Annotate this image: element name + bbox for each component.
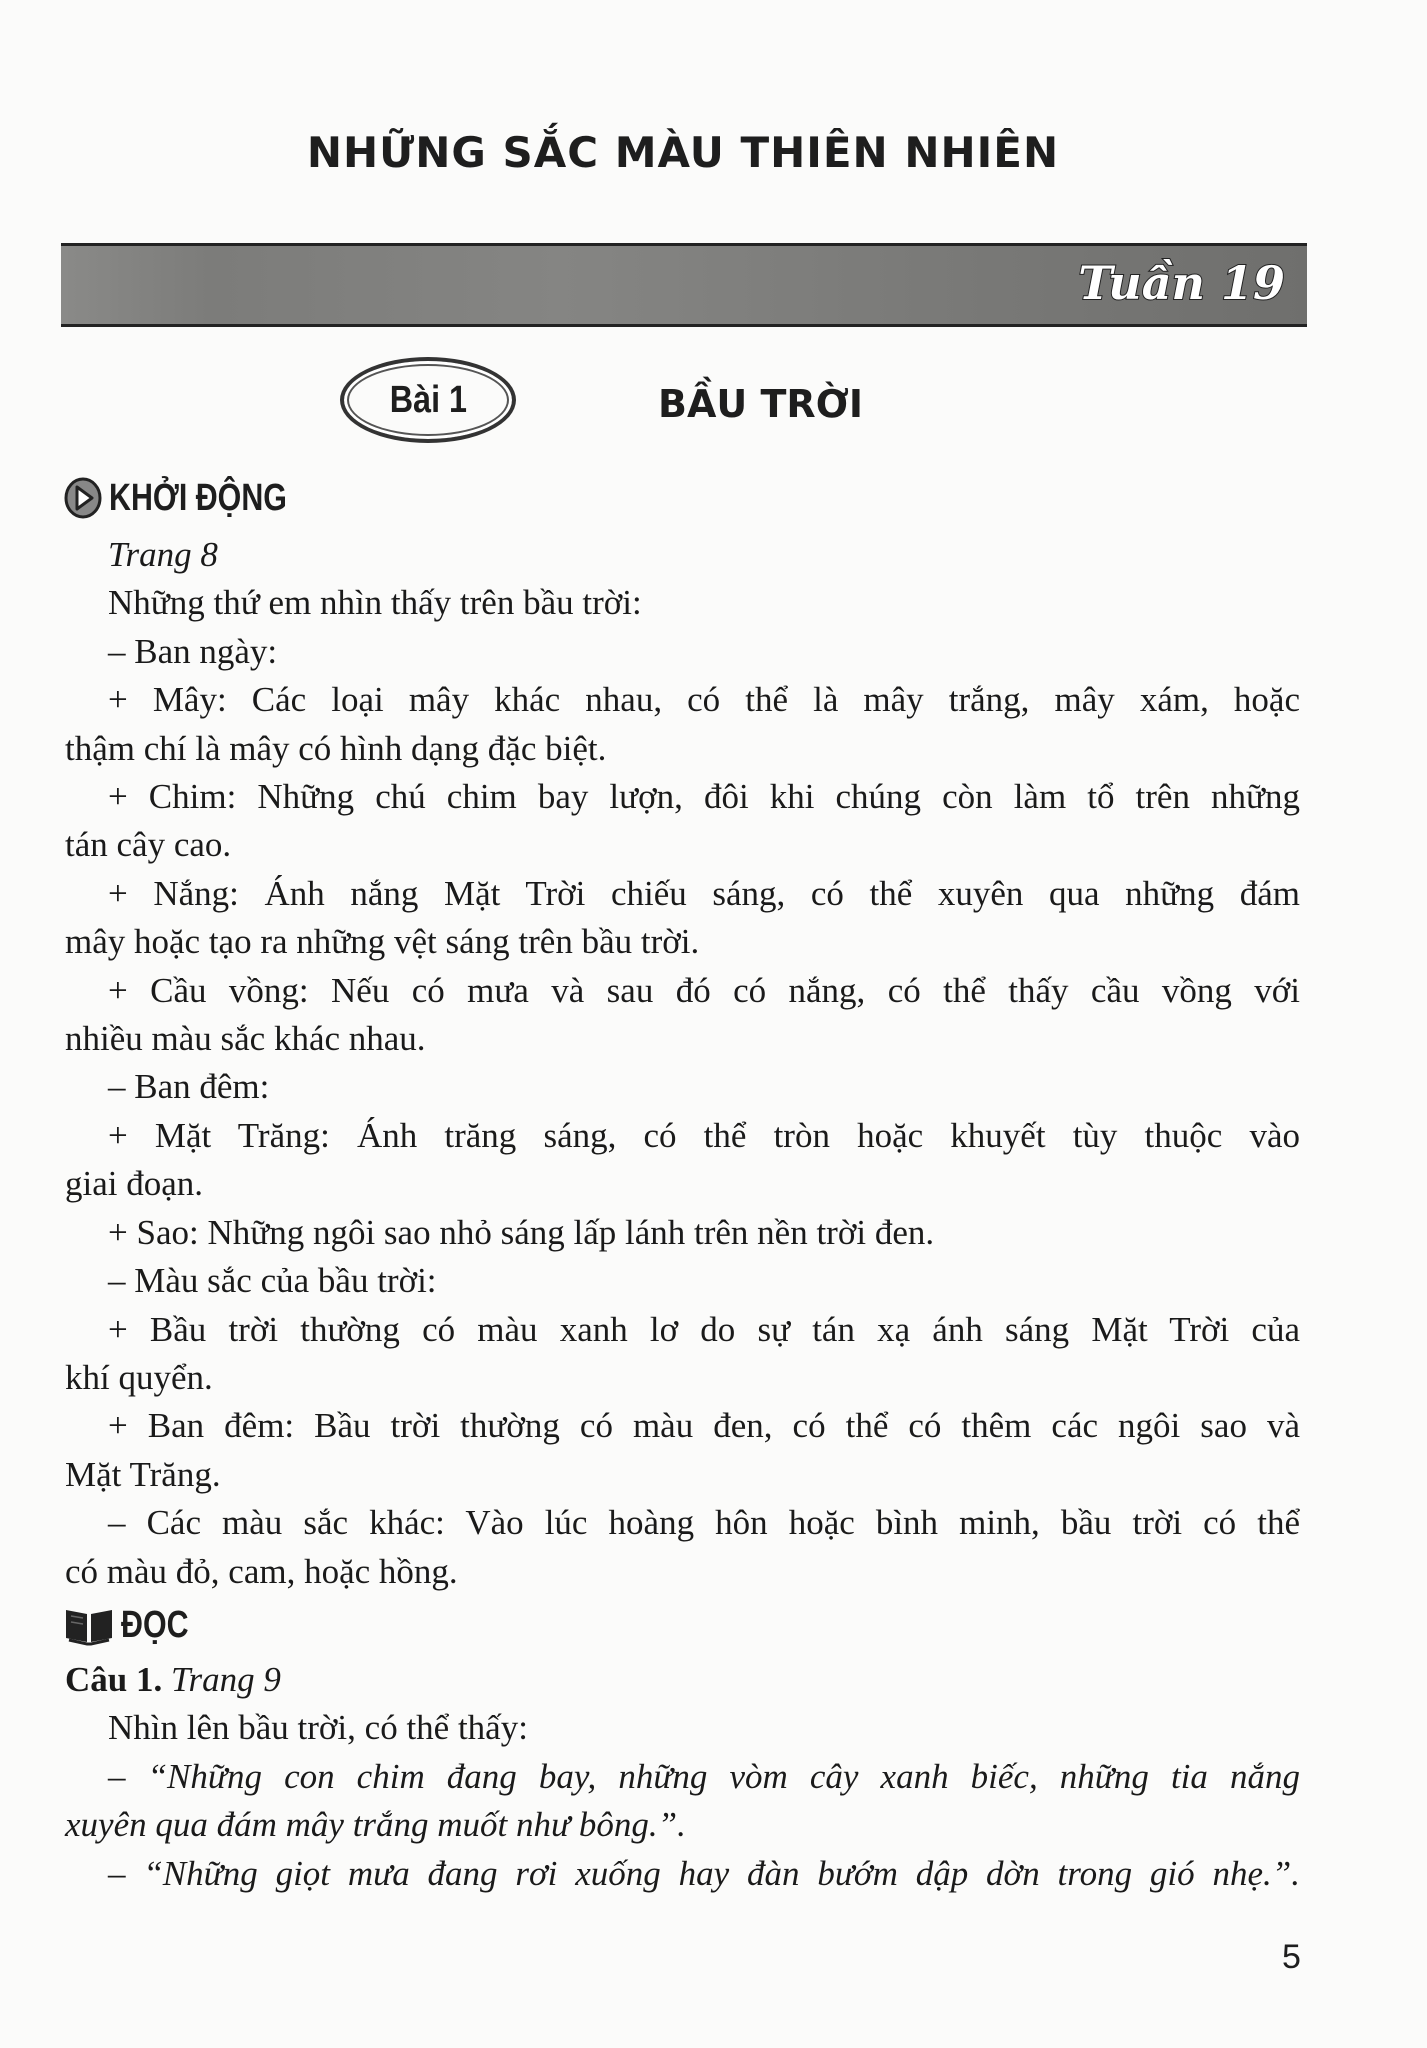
- text-line: xuyên qua đám mây trắng muốt như bông.”.: [65, 1805, 686, 1845]
- lesson-number-badge: [340, 357, 516, 443]
- open-book-icon: [63, 1606, 115, 1646]
- text-line: + Bầu trời thường có màu xanh lơ do sự tán xạ ánh sáng Mặt Trời của: [108, 1309, 1300, 1349]
- section-heading-doc: [63, 1604, 205, 1647]
- play-circle-icon: [63, 476, 103, 520]
- text-line: Những thứ em nhìn thấy trên bầu trời:: [108, 583, 642, 623]
- text-line: + Sao: Những ngôi sao nhỏ sáng lấp lánh trên nền trời đen.: [108, 1212, 935, 1252]
- text-line: mây hoặc tạo ra những vệt sáng trên bầu trời.: [65, 922, 700, 962]
- section-heading-text: ĐỌC: [121, 1604, 189, 1646]
- lesson-number: Bài 1: [389, 378, 467, 421]
- page-number: 5: [1282, 1938, 1301, 1976]
- text-line: có màu đỏ, cam, hoặc hồng.: [65, 1551, 458, 1591]
- section-heading-khoi-dong: [63, 476, 331, 520]
- text-line: + Chim: Những chú chim bay lượn, đôi khi chúng còn làm tổ trên những: [108, 777, 1300, 817]
- page-title: NHỮNG SẮC MÀU THIÊN NHIÊN: [306, 128, 1060, 177]
- khoi-dong-content: [65, 531, 1300, 1596]
- week-banner: [61, 243, 1307, 327]
- text-line: + Mặt Trăng: Ánh trăng sáng, có thể tròn hoặc khuyết tùy thuộc vào: [108, 1115, 1300, 1155]
- text-line: – “Những giọt mưa đang rơi xuống hay đàn bướm dập dờn trong gió nhẹ.”.: [108, 1853, 1300, 1893]
- text-line: tán cây cao.: [65, 825, 232, 865]
- section-heading-text: KHỞI ĐỘNG: [109, 476, 287, 519]
- text-line: Trang 8: [108, 535, 218, 574]
- question-page: Trang 9: [171, 1660, 281, 1699]
- question-label: Câu 1.: [65, 1660, 163, 1699]
- text-line: + Nắng: Ánh nắng Mặt Trời chiếu sáng, có thể xuyên qua những đám: [108, 873, 1300, 913]
- text-line: giai đoạn.: [65, 1164, 204, 1204]
- lesson-title: BẦU TRỜI: [658, 382, 863, 426]
- text-line: + Ban đêm: Bầu trời thường có màu đen, có thể có thêm các ngôi sao và: [108, 1406, 1300, 1446]
- text-line: – Ban đêm:: [108, 1067, 270, 1107]
- week-label: Tuần 19: [1078, 256, 1285, 310]
- text-line: + Cầu vồng: Nếu có mưa và sau đó có nắng, có thể thấy cầu vồng với: [108, 970, 1300, 1010]
- text-line: nhiều màu sắc khác nhau.: [65, 1019, 426, 1059]
- text-line: thậm chí là mây có hình dạng đặc biệt.: [65, 728, 607, 768]
- text-line: – Các màu sắc khác: Vào lúc hoàng hôn hoặc bình minh, bầu trời có thể: [108, 1503, 1300, 1543]
- text-line: – “Những con chim đang bay, những vòm cây xanh biếc, những tia nắng: [108, 1756, 1300, 1796]
- doc-content: [65, 1656, 1300, 1898]
- text-line: – Ban ngày:: [108, 631, 278, 671]
- text-line: khí quyển.: [65, 1357, 213, 1397]
- text-line: – Màu sắc của bầu trời:: [108, 1261, 437, 1301]
- text-line: Mặt Trăng.: [65, 1454, 221, 1494]
- text-line: Nhìn lên bầu trời, có thể thấy:: [108, 1708, 528, 1748]
- text-line: + Mây: Các loại mây khác nhau, có thể là mây trắng, mây xám, hoặc: [108, 680, 1300, 720]
- question-heading: [65, 1656, 1300, 1704]
